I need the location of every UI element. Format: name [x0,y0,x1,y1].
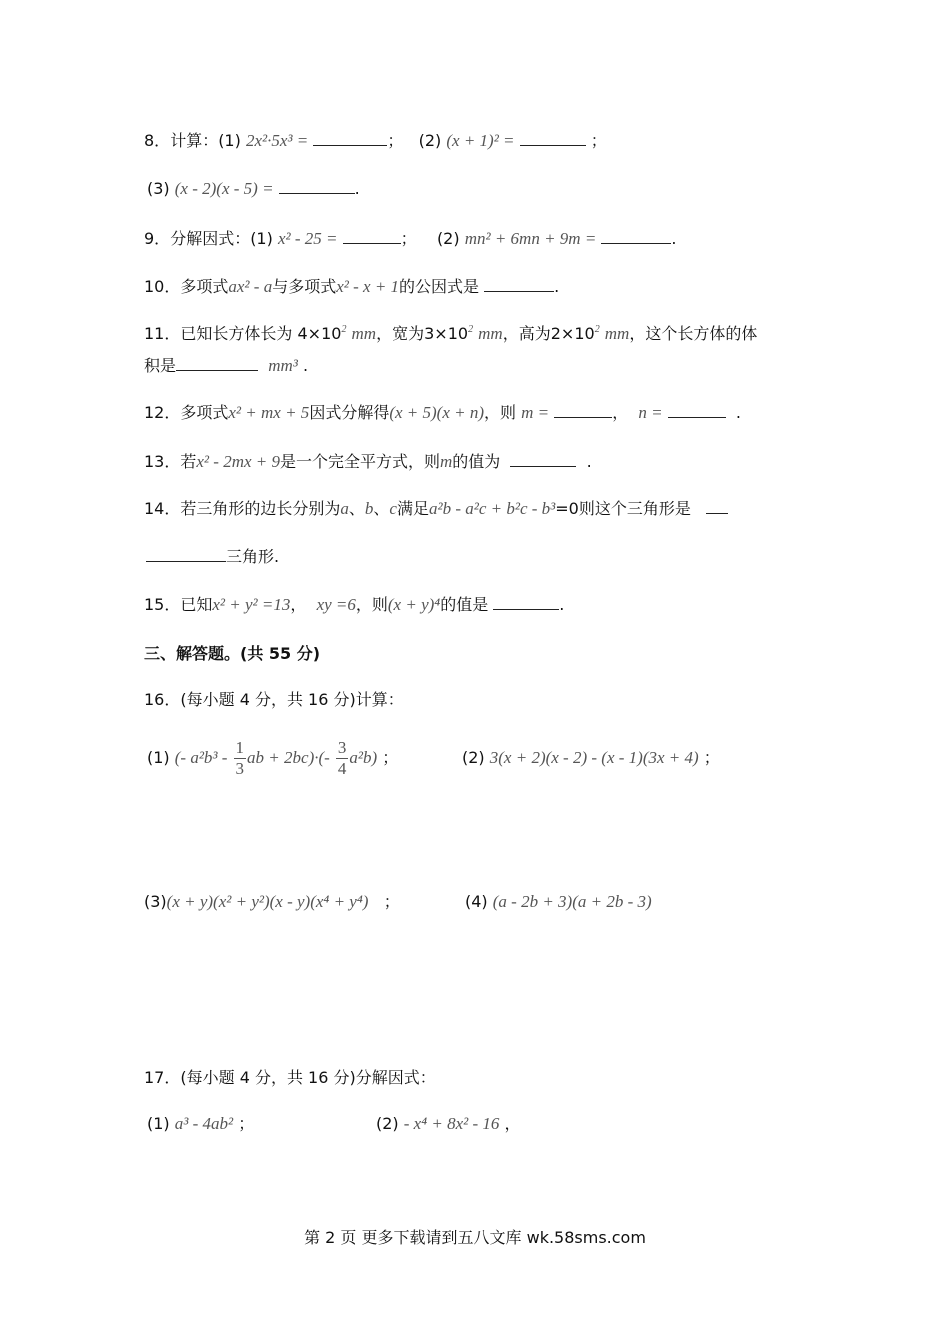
q12-n: n = [638,403,663,422]
q11-text: ，这个长方体的体 [629,324,758,343]
answer-blank[interactable] [484,276,554,292]
q15-expr1: x² + y² =13 [212,595,291,614]
q11-text: ，宽为 [376,324,425,343]
q16-p2-end: ； [703,748,720,767]
q12-number: 12． [144,403,181,422]
q8-number: 8． [144,131,171,150]
q15-sep: ， [290,595,307,614]
q15-expr3: (x + y)⁴ [387,595,441,614]
q10-number: 10． [144,277,181,296]
q16-p1-expr-a: (- a²b³ - [174,748,228,767]
q16-p1-label: (1) [147,748,170,767]
q12-text: 因式分解得 [309,403,390,422]
q13-m: m [440,452,453,471]
q11-height-exp: 2 [594,324,600,335]
question-11 [144,324,757,344]
q10-end: . [554,277,560,296]
q16-p1-end: ； [382,748,399,767]
q14-b: b [364,499,374,518]
q11-unit: mm [351,324,377,343]
q8-end: ； [590,131,607,150]
page-footer: 第 2 页 更多下载请到五八文库 wk.58sms.com [304,1228,646,1247]
answer-blank[interactable] [510,451,576,467]
q9-end: . [671,229,677,248]
answer-blank[interactable] [520,130,586,146]
answer-blank[interactable] [343,228,401,244]
q16-p4-expr: (a - 2b + 3)(a + 2b - 3) [492,892,652,911]
q15-text: 的值是 [440,595,489,614]
q16-p4-label: (4) [465,892,488,911]
q10-text: 的公因式是 [399,277,480,296]
question-8 [144,130,607,151]
question-9 [144,228,676,249]
q14-text: 若三角形的边长分别为 [180,499,341,518]
q12-expr2: (x + 5)(x + n) [389,403,485,422]
q16-p3-label: (3) [144,892,167,911]
answer-blank[interactable] [601,228,671,244]
q17-p2-label: (2) [376,1114,399,1133]
q8b-expr: (x - 2)(x - 5) = [174,179,274,198]
question-17-part2 [376,1114,521,1134]
answer-blank[interactable] [493,594,559,610]
q12-text: 多项式 [180,403,229,422]
question-16-part4 [465,892,652,912]
fraction [234,738,247,779]
question-8-part3 [147,178,360,199]
q8-expr2: (x + 1)² = [446,131,515,150]
q16-p2-expr: 3(x + 2)(x - 2) - (x - 1)(3x + 4) [489,748,699,767]
q8-expr1: 2x²∙5x³ = [245,131,309,150]
q14-sep: 、 [348,499,365,518]
question-11-cont [144,355,308,376]
q15-number: 15． [144,595,181,614]
q14-text: =0则这个三角形是 [555,499,691,518]
q8-label: 计算：(1) [170,131,241,150]
q8b-end: . [354,179,360,198]
q15-expr2: xy =6 [316,595,356,614]
q11-length-exp: 2 [341,324,347,335]
answer-blank[interactable] [554,402,612,418]
answer-blank[interactable] [279,178,355,194]
question-16-part1 [147,736,398,780]
q9-label2: (2) [436,229,460,248]
q11-number: 11． [144,324,181,343]
q11-height: 2×10 [550,324,595,343]
fraction-denominator: 4 [337,759,347,778]
q8b-label: (3) [147,179,170,198]
answer-blank[interactable] [313,130,387,146]
question-16-title: 16．(每小题 4 分，共 16 分)计算： [144,690,404,709]
q11-end: . [302,356,309,375]
question-13 [144,451,592,472]
q13-text: 是一个完全平方式，则 [280,452,441,471]
q8-sep: ； [387,131,404,150]
q8-label2: (2) [418,131,442,150]
q17-p1-end: ； [238,1114,255,1133]
q15-text: ，则 [355,595,388,614]
q11-text: ，高为 [502,324,551,343]
q14-c: c [389,499,397,518]
question-16-part2 [462,748,720,768]
q16-p2-label: (2) [462,748,485,767]
q11-width-exp: 2 [468,324,474,335]
q12-end: . [735,403,741,422]
q13-expr: x² - 2mx + 9 [196,452,280,471]
q11-text: 积是 [144,356,177,375]
q10-text: 多项式 [180,277,229,296]
q13-text: 的值为 [452,452,501,471]
q11-length: 4×10 [297,324,342,343]
q12-text: ，则 [484,403,517,422]
q12-sep: ， [612,403,629,422]
q13-end: . [586,452,592,471]
q17-p2-expr: - x⁴ + 8x² - 16 [403,1114,500,1133]
q12-expr1: x² + mx + 5 [228,403,310,422]
question-14 [144,498,728,519]
q17-p1-label: (1) [147,1114,170,1133]
q16-p1-expr-c: a²b) [349,748,378,767]
q11-text: 已知长方体长为 [180,324,293,343]
q11-unit: mm [604,324,630,343]
q11-width: 3×10 [424,324,469,343]
q10-expr2: x² - x + 1 [336,277,400,296]
section-heading: 三、解答题。(共 55 分) [144,644,321,663]
q9-sep: ； [400,229,417,248]
question-15 [144,594,564,615]
q16-p1-expr-b: ab + 2bc)∙(- [247,748,330,767]
fraction [336,738,349,779]
answer-blank[interactable] [146,546,226,562]
q16-p3-end: ； [383,892,400,911]
answer-blank[interactable] [706,498,728,514]
q12-m: m = [521,403,550,422]
q14-sep: 、 [373,499,390,518]
question-17-part1 [147,1114,254,1134]
q11-unit: mm [478,324,503,343]
answer-blank[interactable] [176,355,258,371]
q13-text: 若 [180,452,197,471]
q10-expr1: ax² - a [228,277,273,296]
q11-unit3: mm³ [268,356,298,375]
q9-expr1: x² - 25 = [277,229,338,248]
q14-a: a [340,499,349,518]
q9-number: 9． [144,229,171,248]
q15-end: . [559,595,565,614]
fraction-denominator: 3 [235,759,245,778]
fraction-numerator: 3 [337,738,347,757]
q13-number: 13． [144,452,181,471]
question-14-cont [146,546,279,567]
q17-p2-end: ， [504,1114,521,1133]
answer-blank[interactable] [668,402,726,418]
q15-text: 已知 [180,595,213,614]
question-12 [144,402,741,423]
q14-expr: a²b - a²c + b²c - b³ [428,499,556,518]
fraction-numerator: 1 [235,738,245,757]
q9-label: 分解因式：(1) [170,229,273,248]
q16-p3-expr: (x + y)(x² + y²)(x - y)(x⁴ + y⁴) [166,892,369,911]
question-17-title: 17．(每小题 4 分，共 16 分)分解因式： [144,1068,436,1087]
q14-number: 14． [144,499,181,518]
q17-p1-expr: a³ - 4ab² [174,1114,234,1133]
q10-text: 与多项式 [272,277,337,296]
q14-text: 满足 [396,499,429,518]
question-16-part3 [144,892,400,912]
q14-text: 三角形. [226,547,280,566]
question-10 [144,276,559,297]
q9-expr2: mn² + 6mn + 9m = [464,229,597,248]
